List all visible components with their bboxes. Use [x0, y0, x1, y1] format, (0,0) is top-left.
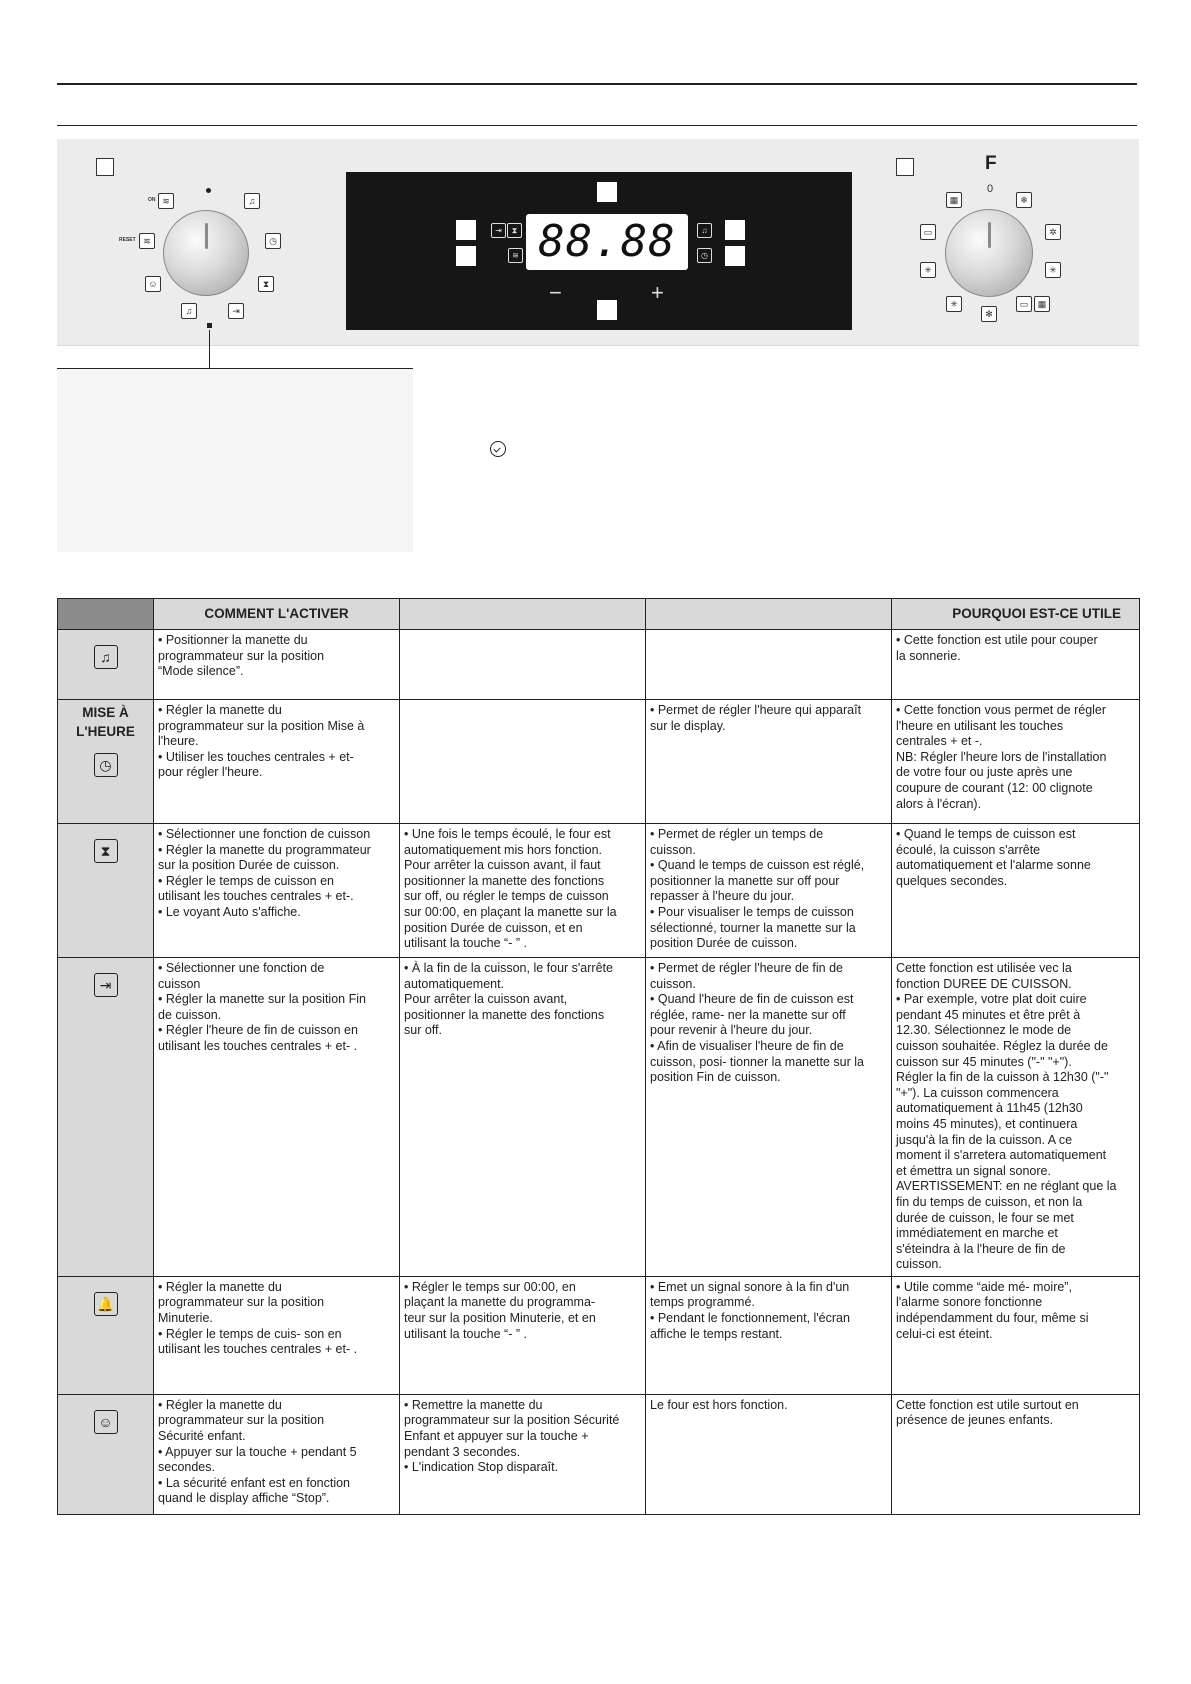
cell-activate: • Sélectionner une fonction de cuisson • Régler la manette sur la position Fin de cuisson. • Régler l'heure de fin de cuisson en utilisant les touches centrales + et- . [154, 958, 400, 1277]
row-label: MISE À L'HEURE [76, 705, 135, 739]
reset-label: RESET [119, 237, 136, 243]
table-header-row [58, 599, 1140, 630]
row-head [58, 1276, 154, 1394]
clock-icon: ◷ [265, 233, 281, 249]
display-clock-icon: ◷ [697, 248, 712, 263]
row-head [58, 630, 154, 700]
cell-useful: • Cette fonction vous permet de régler l'heure en utilisant les touches centrales + et -. NB: Régler l'heure lors de l'installation de votre four ou juste après une coupure de courant (12: 00 clignote alors à l'écran). [892, 700, 1140, 824]
cell-useful: Cette fonction est utilisée vec la fonction DUREE DE CUISSON. • Par exemple, votre plat doit cuire pendant 45 minutes et être prêt à 12.30. Sélectionnez le mode de cuisson souhaitée. Réglez la durée de cuisson sur 45 minutes ("-" "+"). Régler la fin de la cuisson à 12h30 ("-" "+"). La cuisson commencera automatiquement à 11h45 (12h30 moins 45 minutes), et continuera jusqu'à la fin de la cuisson. A ce moment il s'arretera automatiquement et émettra un signal sonore. AVERTISSEMENT: en ne réglant que la fin du temps de cuisson, et non la durée de cuisson, le four se met immédiatement en marche et s'éteindra à la l'heure de fin de cuisson. [892, 958, 1140, 1277]
display-callout-right-1 [725, 220, 745, 240]
callout-box-left [96, 158, 114, 176]
lcd-readout: 88.88 [526, 214, 688, 270]
function-knob[interactable] [945, 209, 1033, 297]
cell-col-3: • À la fin de la cuisson, le four s'arrête automatiquement. Pour arrêter la cuisson avant, positionner la manette des fonctions sur off. [400, 958, 646, 1277]
display-callout-right-2 [725, 246, 745, 266]
row-head [58, 700, 154, 824]
silence-icon: ♫ [94, 645, 118, 669]
header-activate: COMMENT L'ACTIVER [154, 599, 400, 630]
cell-activate: • Régler la manette du programmateur sur la position Mise à l'heure. • Utiliser les touches centrales + et- pour régler l'heure. [154, 700, 400, 824]
cell-col-4: • Permet de régler l'heure qui apparaît sur le display. [646, 700, 892, 824]
on-label: ON [148, 197, 156, 203]
minus-button[interactable]: − [549, 280, 562, 305]
knob-top-marker [206, 188, 211, 193]
function-knob-label: F [985, 153, 997, 174]
table-row [58, 1276, 1140, 1394]
pizza-icon: ✻ [981, 306, 997, 322]
cell-activate: • Régler la manette du programmateur sur la position Minuterie. • Régler le temps de cuis- son en utilisant les touches centrales + et- . [154, 1276, 400, 1394]
bell-icon: 🔔 [94, 1292, 118, 1316]
table-row [58, 1394, 1140, 1514]
cell-activate: • Positionner la manette du programmateur sur la position “Mode silence”. [154, 630, 400, 700]
top-rule [57, 83, 1137, 85]
cell-col-4: • Emet un signal sonore à la fin d'un temps programmé. • Pendant le fonctionnement, l'écran affiche le temps restant. [646, 1276, 892, 1394]
cell-useful: • Utile comme “aide mé- moire”, l'alarme sonore fonctionne indépendamment du four, même si celui-ci est éteint. [892, 1276, 1140, 1394]
cell-col-3: • Une fois le temps écoulé, le four est automatiquement mis hors fonction. Pour arrêter la cuisson avant, il faut positionner la manette des fonctions sur off, ou régler le temps de cuisson sur 00:00, en plaçant la manette sur la position Durée de cuisson, et en utilisant la touche “- ” . [400, 824, 646, 958]
cell-activate: • Régler la manette du programmateur sur la position Sécurité enfant. • Appuyer sur la touche + pendant 5 secondes. • La sécurité enfant est en fonction quand le display affiche “Stop”. [154, 1394, 400, 1514]
display-callout-bottom [597, 300, 617, 320]
display-end-icon: ⇥ [491, 223, 506, 238]
display-callout-left-1 [456, 220, 476, 240]
silence-icon: ♫ [244, 193, 260, 209]
hourglass-icon: ⧗ [258, 276, 274, 292]
hourglass-icon: ⧗ [94, 839, 118, 863]
header-icon-col [58, 599, 154, 630]
callout-box [57, 368, 413, 552]
cell-col-3: • Régler le temps sur 00:00, en plaçant la manette du programma- teur sur la position Minuterie, et en utilisant la touche “- ” . [400, 1276, 646, 1394]
callout-box-right [896, 158, 914, 176]
plus-button[interactable]: + [651, 280, 664, 305]
fan-grill-icon: ✲ [1045, 224, 1061, 240]
wifi-on-icon: ≋ [158, 193, 174, 209]
table-row [58, 700, 1140, 824]
display-callout-top [597, 182, 617, 202]
cell-activate: • Sélectionner une fonction de cuisson • Régler la manette du programmateur sur la position Durée de cuisson. • Régler le temps de cuisson en utilisant les touches centrales + et-. • Le voyant Auto s'affiche. [154, 824, 400, 958]
child-lock-icon: ☺ [145, 276, 161, 292]
programmer-knob[interactable] [163, 210, 249, 296]
end-of-cooking-icon: ⇥ [94, 973, 118, 997]
header-col-4 [646, 599, 892, 630]
cell-useful: Cette fonction est utile surtout en présence de jeunes enfants. [892, 1394, 1140, 1514]
header-useful: POURQUOI EST-CE UTILE [892, 599, 1140, 630]
table-row [58, 958, 1140, 1277]
cell-col-4: • Permet de régler un temps de cuisson. • Quand le temps de cuisson est réglé, positionner la manette sur off pour repasser à l'heure du jour. • Pour visualiser le temps de cuisson sélectionné, tourner la manette sur la position Durée de cuisson. [646, 824, 892, 958]
bottom-heat-icon: ▭ [1016, 296, 1032, 312]
display-bell-icon: ♫ [697, 223, 712, 238]
defrost-icon: ❄ [1016, 192, 1032, 208]
cell-col-4: • Permet de régler l'heure de fin de cuisson. • Quand l'heure de fin de cuisson est réglée, rame- ner la manette sur off pour revenir à l'heure du jour. • Afin de visualiser l'heure de fin de cuisson, posi- tionner la manette sur la position Fin de cuisson. [646, 958, 892, 1277]
grill-full-icon: ▦ [1034, 296, 1050, 312]
fan-bottom-icon: ✳ [1045, 262, 1061, 278]
callout-leader-line [209, 330, 210, 368]
cell-useful: • Quand le temps de cuisson est écoulé, la cuisson s'arrête automatiquement et l'alarme sonne quelques secondes. [892, 824, 1140, 958]
conventional-fan-icon: ✳ [946, 296, 962, 312]
row-head [58, 958, 154, 1277]
end-of-cooking-icon: ⇥ [228, 303, 244, 319]
clock-icon: ◷ [94, 753, 118, 777]
table-row [58, 630, 1140, 700]
function-table [57, 598, 1140, 1515]
grill-icon: ▦ [946, 192, 962, 208]
cell-col-4: Le four est hors fonction. [646, 1394, 892, 1514]
row-head [58, 1394, 154, 1514]
wifi-reset-icon: ≋ [139, 233, 155, 249]
cell-col-3 [400, 700, 646, 824]
table-row [58, 824, 1140, 958]
function-knob-zero: 0 [987, 183, 994, 195]
top-heat-icon: ▭ [920, 224, 936, 240]
cell-col-3: • Remettre la manette du programmateur sur la position Sécurité Enfant et appuyer sur la touche + pendant 3 secondes. • L'indication Stop disparaît. [400, 1394, 646, 1514]
child-lock-icon: ☺ [94, 1410, 118, 1434]
display-wifi-icon: ≋ [508, 248, 523, 263]
cell-col-4 [646, 630, 892, 700]
knob-bottom-marker [207, 323, 212, 328]
cell-col-3 [400, 630, 646, 700]
cell-useful: • Cette fonction est utile pour couper la sonnerie. [892, 630, 1140, 700]
display-hourglass-icon: ⧗ [507, 223, 522, 238]
row-head [58, 824, 154, 958]
second-rule [57, 125, 1137, 126]
display-callout-left-2 [456, 246, 476, 266]
clock-icon-inline [490, 441, 506, 457]
header-col-3 [400, 599, 646, 630]
bell-icon: ♫ [181, 303, 197, 319]
fan-icon: ✳ [920, 262, 936, 278]
